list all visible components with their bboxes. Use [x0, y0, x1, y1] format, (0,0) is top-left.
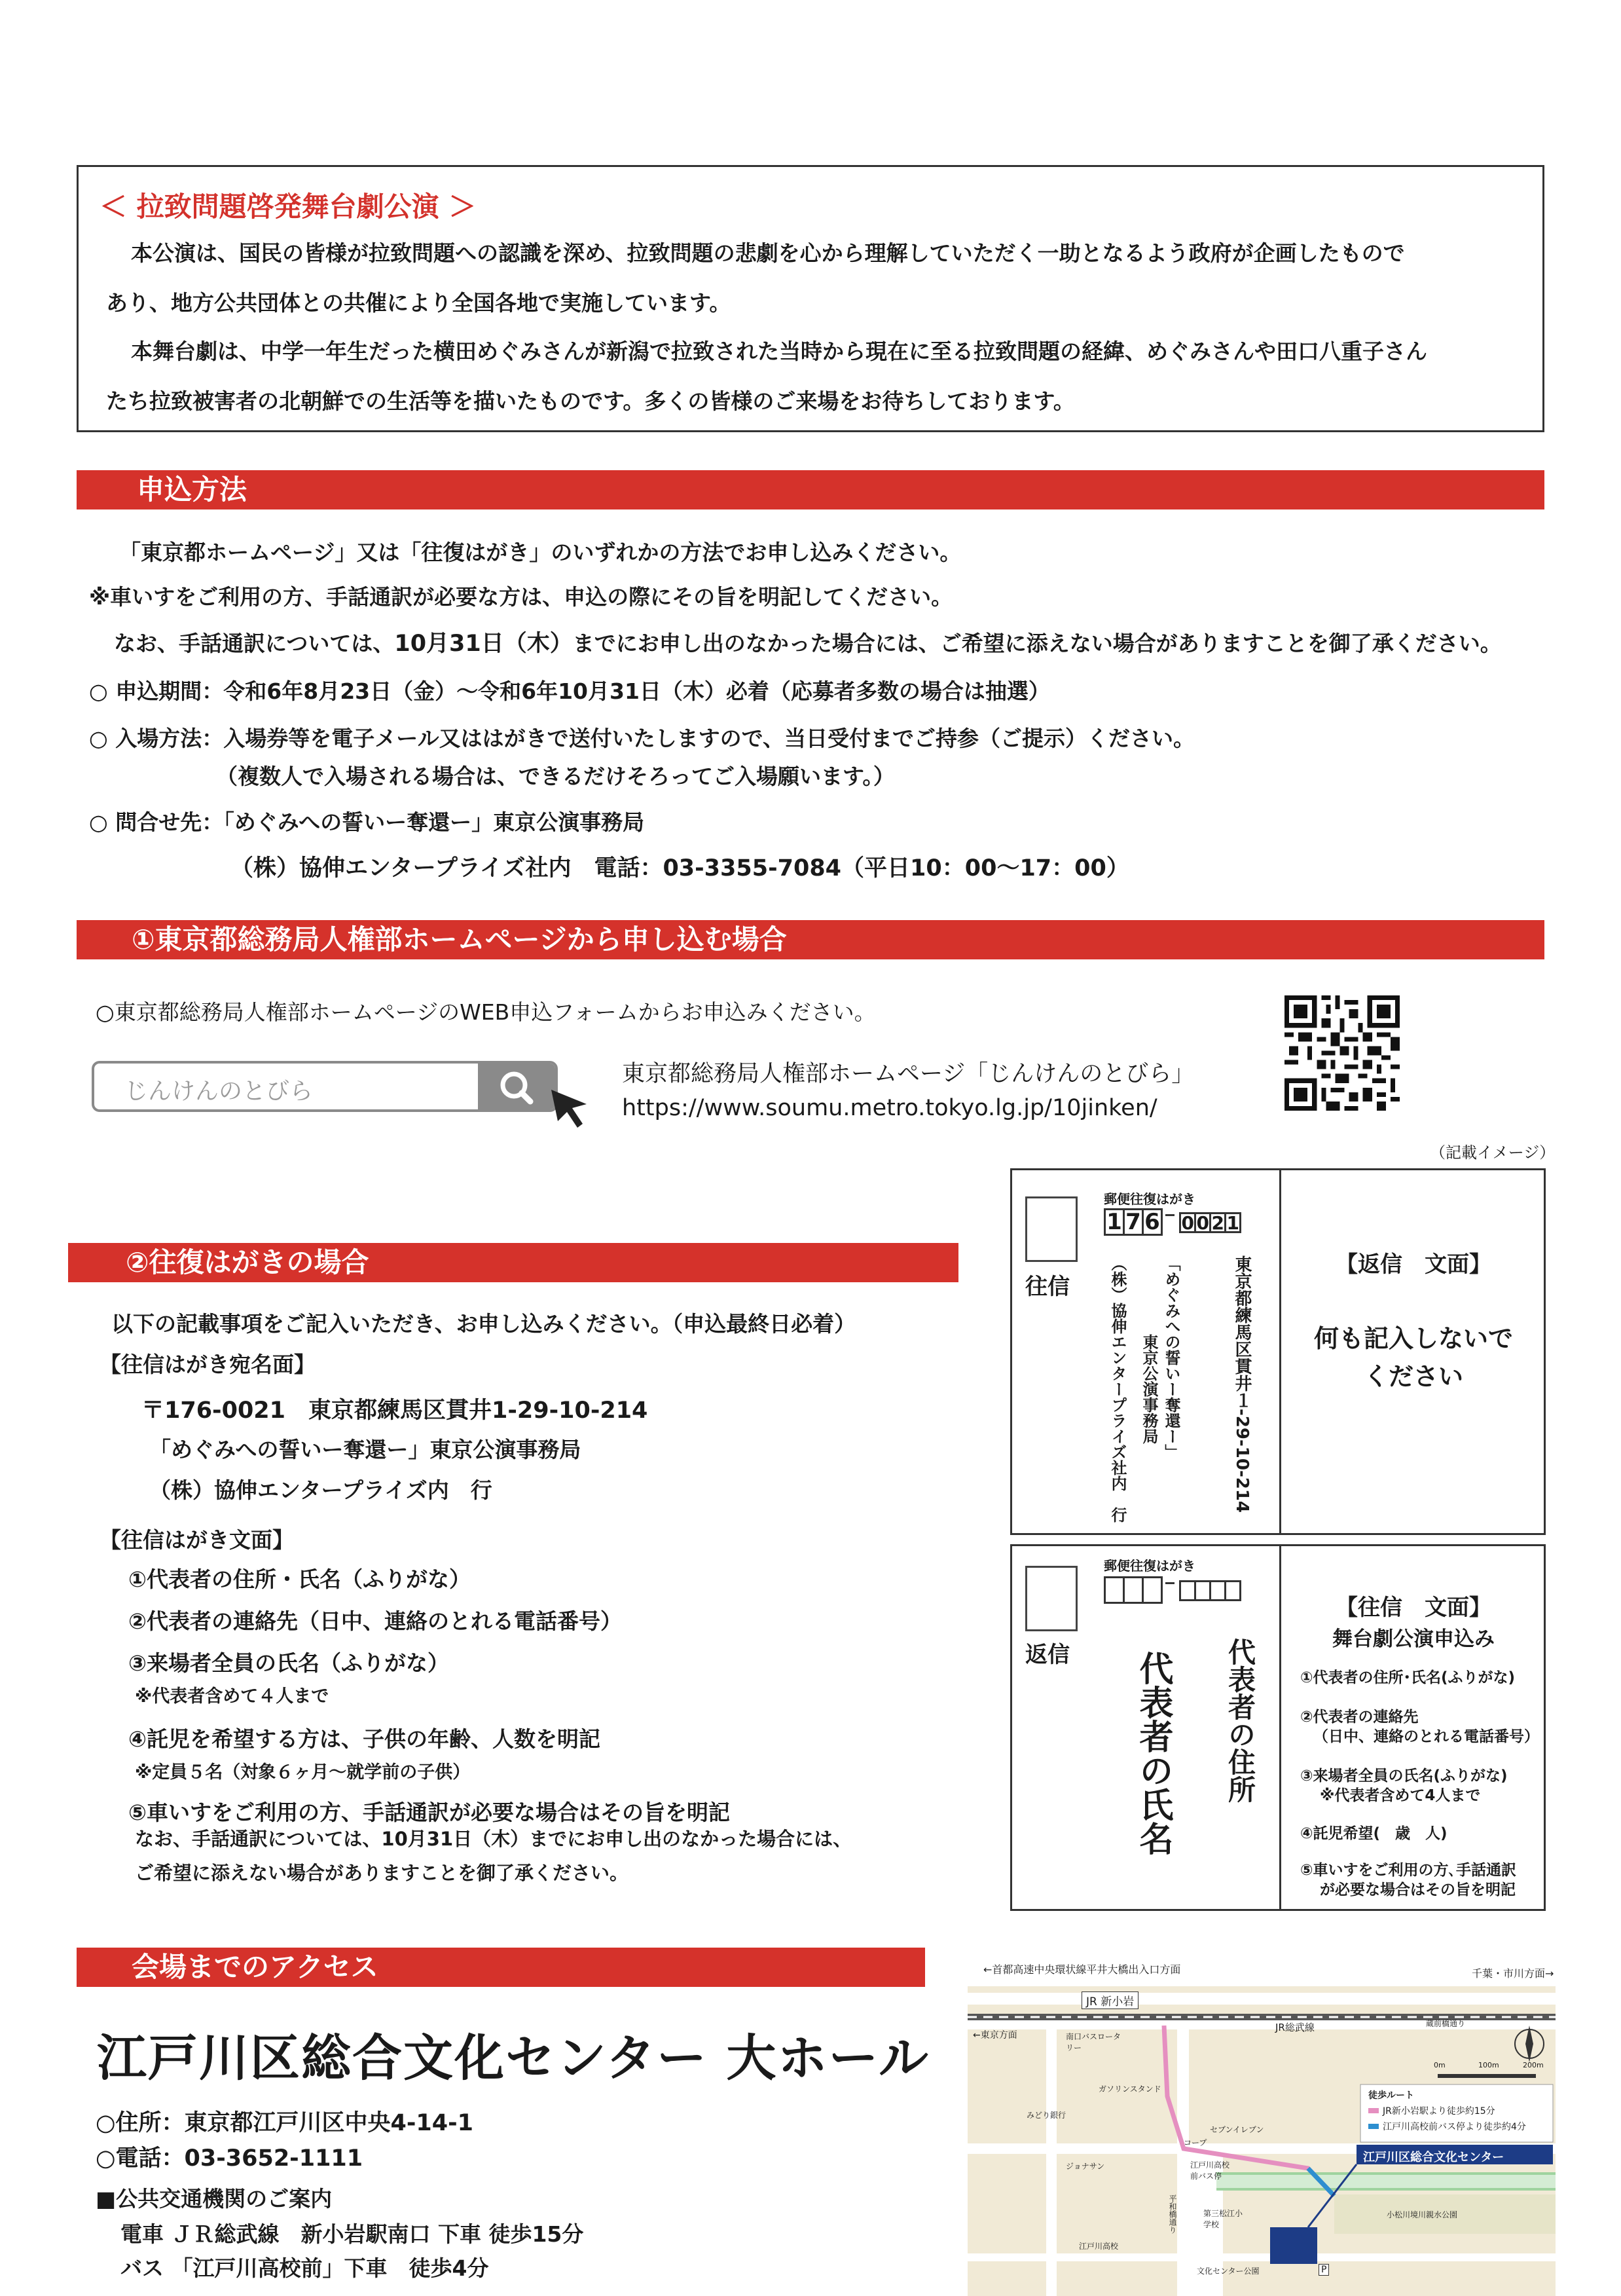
- map-route-2: 江戸川高校前バス停より徒歩約4分: [1383, 2122, 1526, 2132]
- sample-card-outgoing: [1010, 1168, 1546, 1535]
- venue-phone: ○電話：03-3652-1111: [96, 2145, 363, 2172]
- zip-digit: 2: [1209, 1212, 1226, 1233]
- map-landmark: 江戸川高校: [1079, 2242, 1119, 2251]
- intro-paragraph-1-line-2: あり、地方公共団体との共催により全国各地で実施しています。: [106, 290, 731, 316]
- map-landmark: セブンイレブン: [1210, 2125, 1264, 2134]
- zip-digit: 7: [1123, 1208, 1144, 1236]
- map-landmark: 文化センター公園: [1197, 2267, 1260, 2276]
- map-landmark: 平和橋通り: [1168, 2194, 1177, 2234]
- entry-method-line-1: ○ 入場方法：入場券等を電子メール又ははがきで送付いたしますので、当日受付までご持参（ご提示）ください。: [89, 726, 1195, 751]
- zip-boxes: [1104, 1208, 1239, 1236]
- postcard-address-line-3: （株）協伸エンタープライズ内 行: [149, 1477, 492, 1503]
- card-vertical-address: 東京都練馬区貫井１-29-10-214: [1232, 1255, 1252, 1513]
- section-bar-postcard: ②往復はがきの場合: [68, 1243, 958, 1282]
- map-route-title: 徒歩ルート: [1368, 2090, 1414, 2101]
- map-landmark: みどり銀行: [1027, 2111, 1066, 2120]
- contact-line-2: （株）協伸エンタープライズ社内 電話：03-3355-7084（平日10：00～17：00）: [230, 855, 1129, 881]
- intro-paragraph-2-line-2: たち拉致被害者の北朝鮮での生活等を描いたものです。多くの皆様のご来場をお待ちしております。: [106, 388, 1075, 414]
- postcard-note-5a: なお、手話通訳については、10月31日（木）までにお申し出のなかった場合には、: [135, 1828, 852, 1850]
- web-url-link[interactable]: https://www.soumu.metro.tokyo.lg.jp/10jinken/: [622, 1095, 1157, 1121]
- postcard-note-4: ※定員５名（対象６ヶ月～就学前の子供）: [135, 1762, 471, 1783]
- out-side-item-5: ⑤車いすをご利用の方､手話通訳: [1300, 1862, 1516, 1879]
- map-scale-0: 0m: [1434, 2061, 1446, 2069]
- apply-period: ○ 申込期間：令和6年8月23日（金）～令和6年10月31日（木）必着（応募者多数の場合は抽選）: [89, 678, 1050, 704]
- map-station-label: JR 新小岩: [1082, 1991, 1138, 2009]
- map-landmark: ガソリンスタンド: [1099, 2084, 1161, 2094]
- web-intro: ○東京都総務局人権部ホームページのWEB申込フォームからお申込みください。: [96, 999, 876, 1025]
- rep-address-vertical: 代表者の住所: [1224, 1638, 1256, 1803]
- intro-heading: ＜ 拉致問題啓発舞台劇公演 ＞: [100, 191, 477, 223]
- search-input[interactable]: [92, 1061, 558, 1112]
- apply-method-line: 「東京都ホームページ」又は「往復はがき」のいずれかの方法でお申し込みください。: [119, 540, 962, 565]
- sign-note-a: なお、手話通訳については、: [114, 631, 395, 656]
- out-side-item-2: ②代表者の連絡先: [1300, 1709, 1419, 1726]
- postcard-address-line-2: 「めぐみへの誓いー奪還ー」東京公演事務局: [149, 1437, 581, 1462]
- outgoing-label: 往信: [1025, 1274, 1070, 1300]
- out-side-subtitle: 舞台劇公演申込み: [1332, 1627, 1495, 1651]
- qr-code-icon[interactable]: [1284, 995, 1400, 1111]
- map-landmark: ジョナサン: [1066, 2162, 1105, 2171]
- contact-line-1: ○ 問合せ先：「めぐみへの誓いー奪還ー」東京公演事務局: [89, 809, 645, 835]
- entry-method-line-2: （複数人で入場される場合は、できるだけそろってご入場願います。）: [216, 764, 895, 789]
- out-side-item-3: ③来場者全員の氏名(ふりがな): [1300, 1768, 1508, 1785]
- zip-digit: 1: [1224, 1212, 1241, 1233]
- sample-label: （記載イメージ）: [1430, 1143, 1556, 1162]
- map-venue-label: 江戸川区総合文化センター: [1363, 2151, 1504, 2164]
- out-side-item-2b: （日中、連絡のとれる電話番号）: [1313, 1728, 1539, 1745]
- transit-label: ■公共交通機関のご案内: [96, 2186, 333, 2212]
- out-side-item-1: ①代表者の住所･氏名(ふりがな): [1300, 1669, 1515, 1686]
- card-vertical-org-1: 「めぐみへの誓いー奪還ー」: [1162, 1255, 1180, 1460]
- postcard-item-1: ①代表者の住所・氏名（ふりがな）: [128, 1566, 471, 1592]
- zip-digit: 0: [1179, 1212, 1196, 1233]
- postcard-item-2: ②代表者の連絡先（日中、連絡のとれる電話番号）: [128, 1608, 622, 1634]
- map-tokyo-label: ←東京方面: [973, 2030, 1017, 2041]
- section-bar-web: ①東京都総務局人権部ホームページから申し込む場合: [77, 920, 1544, 959]
- card-vertical-org-3: （株）協伸エンタープライズ社内 行: [1108, 1255, 1127, 1523]
- card-title: 郵便往復はがき: [1104, 1558, 1195, 1574]
- postcard-item-3: ③来場者全員の氏名（ふりがな）: [128, 1650, 449, 1676]
- search-icon: [478, 1064, 555, 1109]
- apply-wheelchair-note: ※車いすをご利用の方、手話通訳が必要な方は、申込の際にその旨を明記してください。: [89, 584, 953, 610]
- postcard-note-3: ※代表者含めて４人まで: [135, 1686, 329, 1707]
- map-landmark: 南口バスロータリー: [1066, 2032, 1121, 2052]
- reply-side-title: 【返信 文面】: [1336, 1251, 1491, 1278]
- postcard-address-line-1: 〒176-0021 東京都練馬区貫井1-29-10-214: [141, 1398, 648, 1424]
- reply-side-text-2: ください: [1363, 1362, 1463, 1391]
- card-vertical-org-2: 東京公演事務局: [1140, 1334, 1158, 1444]
- map-scale-100: 100m: [1478, 2061, 1499, 2069]
- zip-digit: 1: [1104, 1208, 1125, 1236]
- postcard-item-5: ⑤車いすをご利用の方、手話通訳が必要な場合はその旨を明記: [128, 1800, 730, 1825]
- web-site-name: 東京都総務局人権部ホームページ「じんけんのとびら」: [622, 1061, 1195, 1087]
- zip-digit: 0: [1194, 1212, 1211, 1233]
- venue-address: ○住所：東京都江戸川区中央4-14-1: [96, 2110, 474, 2136]
- intro-paragraph-2-line-1: 本舞台劇は、中学一年生だった横田めぐみさんが新潟で拉致された当時から現在に至る拉致問題の経緯、めぐみさんや田口八重子さん: [131, 339, 1427, 364]
- out-side-title: 【往信 文面】: [1336, 1595, 1491, 1621]
- postcard-item-4: ④託児を希望する方は、子供の年齢、人数を明記: [128, 1726, 600, 1752]
- rep-name-vertical: 代表者の氏名: [1133, 1651, 1173, 1855]
- reply-label: 返信: [1025, 1642, 1070, 1668]
- postcard-note-5b: ご希望に添えない場合がありますことを御了承ください。: [135, 1862, 629, 1884]
- transit-bus: バス 「江戸川高校前」下車 徒歩4分: [120, 2255, 489, 2281]
- section-bar-access: 会場までのアクセス: [77, 1948, 925, 1987]
- search-text: じんけんのとびら: [124, 1078, 314, 1105]
- transit-train: 電車 ＪＲ総武線 新小岩駅南口 下車 徒歩15分: [120, 2221, 584, 2247]
- access-map[interactable]: [968, 1952, 1556, 2296]
- back-side-label: 【往信はがき文面】: [100, 1527, 294, 1553]
- out-side-item-5b: が必要な場合はその旨を明記: [1320, 1881, 1516, 1898]
- map-landmark: コープ: [1184, 2138, 1207, 2147]
- sign-note-deadline: 10月31日（木）: [394, 631, 573, 657]
- section-bar-apply: 申込方法: [77, 470, 1544, 509]
- venue-name: 江戸川区総合文化センター 大ホール: [97, 2029, 930, 2087]
- map-route-1: JR新小岩駅より徒歩約15分: [1383, 2106, 1495, 2117]
- intro-paragraph-1-line-1: 本公演は、国民の皆様が拉致問題への認識を深め、拉致問題の悲劇を心から理解していただく一助となるよう政府が企画したもので: [131, 240, 1405, 266]
- sign-note-c: までにお申し出のなかった場合には、ご希望に添えない場合がありますことを御了承ください。: [572, 631, 1502, 656]
- postcard-instructions: 以下の記載事項をご記入いただき、お申し込みください。（申込最終日必着）: [111, 1311, 856, 1337]
- address-side-label: 【往信はがき宛名面】: [100, 1352, 316, 1377]
- out-side-item-4: ④託児希望( 歳 人): [1300, 1825, 1448, 1842]
- stamp-box: [1025, 1196, 1078, 1262]
- search-button[interactable]: [478, 1064, 555, 1109]
- zip-boxes-blank: [1104, 1576, 1239, 1604]
- intro-box: [77, 165, 1544, 432]
- map-landmark: 第三松江小学校: [1203, 2209, 1243, 2229]
- card-title: 郵便往復はがき: [1104, 1191, 1195, 1207]
- map-scale-200: 200m: [1523, 2061, 1544, 2069]
- stamp-box: [1025, 1566, 1078, 1631]
- map-landmark: 蔵前橋通り: [1426, 2019, 1466, 2028]
- cursor-icon: [549, 1087, 589, 1130]
- zip-digit: 6: [1142, 1208, 1163, 1236]
- map-parking-icon: P: [1319, 2264, 1329, 2276]
- apply-sign-language-note: [114, 625, 1502, 658]
- reply-side-text-1: 何も記入しないで: [1313, 1324, 1513, 1353]
- map-line-label: JR総武線: [1275, 2022, 1315, 2033]
- out-side-item-3b: ※代表者含めて4人まで: [1320, 1787, 1481, 1804]
- map-top-label: ←首都高速中央環状線平井大橋出入口方面: [983, 1963, 1181, 1976]
- sample-card-reply: [1010, 1544, 1546, 1911]
- map-landmark: 小松川境川親水公園: [1387, 2210, 1458, 2219]
- map-landmark: 江戸川高校前バス停: [1190, 2160, 1230, 2181]
- map-right-label: 千葉・市川方面→: [1472, 1967, 1554, 1980]
